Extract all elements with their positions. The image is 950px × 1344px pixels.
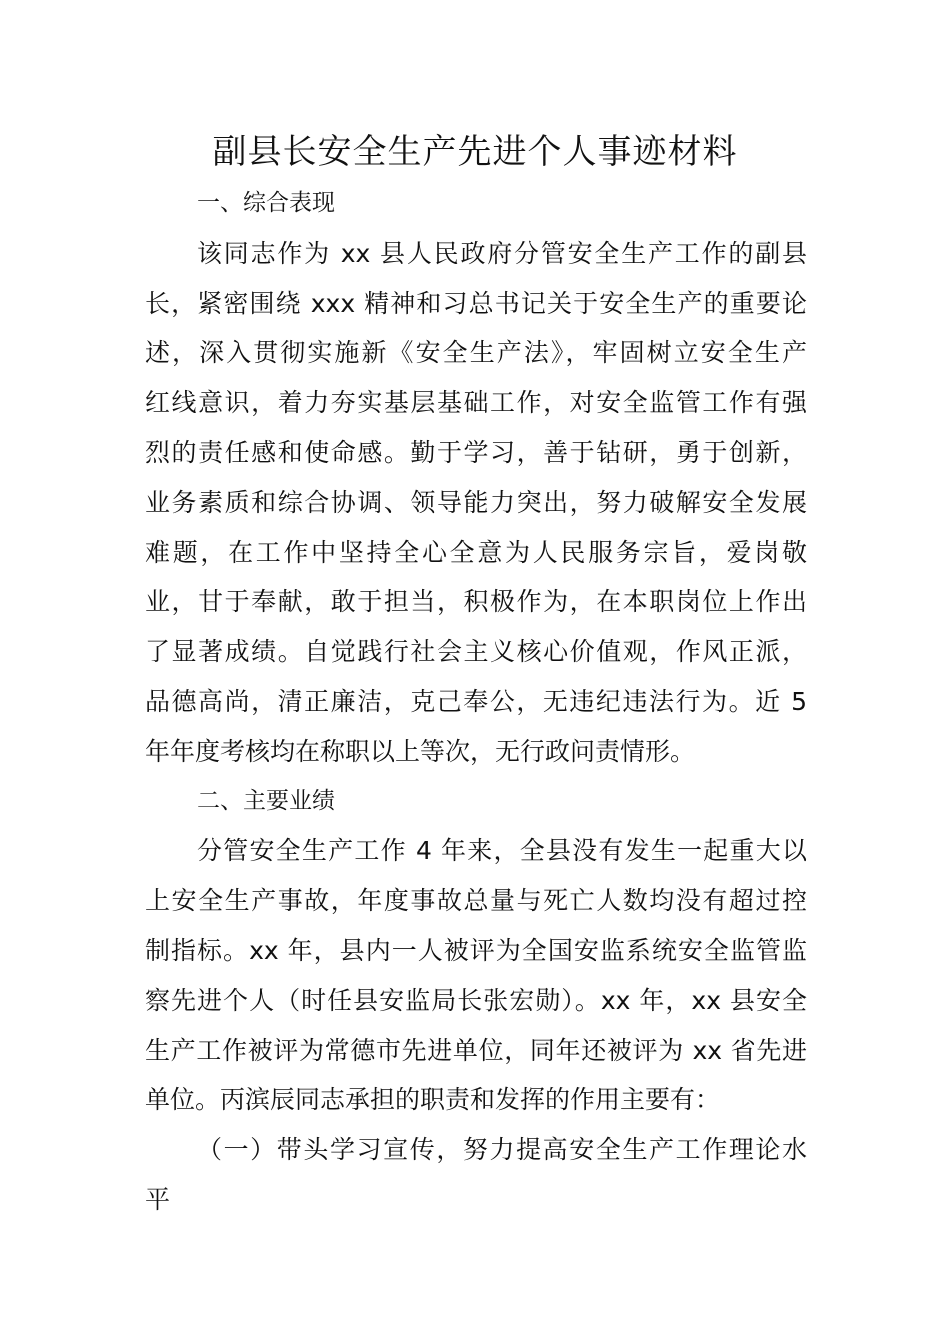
section-heading-1: 一、综合表现 [197, 190, 335, 216]
paragraph-line: 难题，在工作中坚持全心全意为人民服务宗旨，爱岗敬 [145, 537, 807, 567]
paragraph-line: 该同志作为 xx 县人民政府分管安全生产工作的副县 [197, 238, 807, 268]
paragraph-line: 生产工作被评为常德市先进单位，同年还被评为 xx 省先进 [145, 1035, 807, 1065]
subsection-heading-line: （一）带头学习宣传，努力提高安全生产工作理论水 [197, 1135, 807, 1165]
document-title: 副县长安全生产先进个人事迹材料 [212, 132, 738, 172]
paragraph-line: 红线意识，着力夯实基层基础工作，对安全监管工作有强 [145, 388, 807, 418]
paragraph-line: 业，甘于奉献，敢于担当，积极作为，在本职岗位上作出 [145, 587, 807, 617]
paragraph-line: 制指标。xx 年，县内一人被评为全国安监系统安全监管监 [145, 935, 807, 965]
paragraph-line: 述，深入贯彻实施新《安全生产法》，牢固树立安全生产 [145, 338, 807, 368]
paragraph-line: 察先进个人（时任县安监局长张宏勋）。xx 年，xx 县安全 [145, 985, 807, 1015]
paragraph-line: 单位。丙滨辰同志承担的职责和发挥的作用主要有： [145, 1085, 721, 1115]
paragraph-line: 年年度考核均在称职以上等次，无行政问责情形。 [145, 736, 696, 766]
paragraph-line: 长，紧密围绕 xxx 精神和习总书记关于安全生产的重要论 [145, 288, 807, 318]
document-body [145, 179, 807, 1225]
paragraph-line: 上安全生产事故，年度事故总量与死亡人数均没有超过控 [145, 886, 807, 916]
paragraph-line: 业务素质和综合协调、领导能力突出，努力破解安全发展 [145, 487, 807, 517]
paragraph-line: 烈的责任感和使命感。勤于学习，善于钻研，勇于创新， [145, 437, 807, 467]
subsection-heading-line: 平 [145, 1184, 171, 1214]
paragraph-line: 分管安全生产工作 4 年来，全县没有发生一起重大以 [197, 836, 807, 866]
paragraph-line: 了显著成绩。自觉践行社会主义核心价值观，作风正派， [145, 637, 807, 667]
section-heading-2: 二、主要业绩 [197, 787, 335, 814]
paragraph-line: 品德高尚，清正廉洁，克己奉公，无违纪违法行为。近 5 [145, 686, 807, 716]
